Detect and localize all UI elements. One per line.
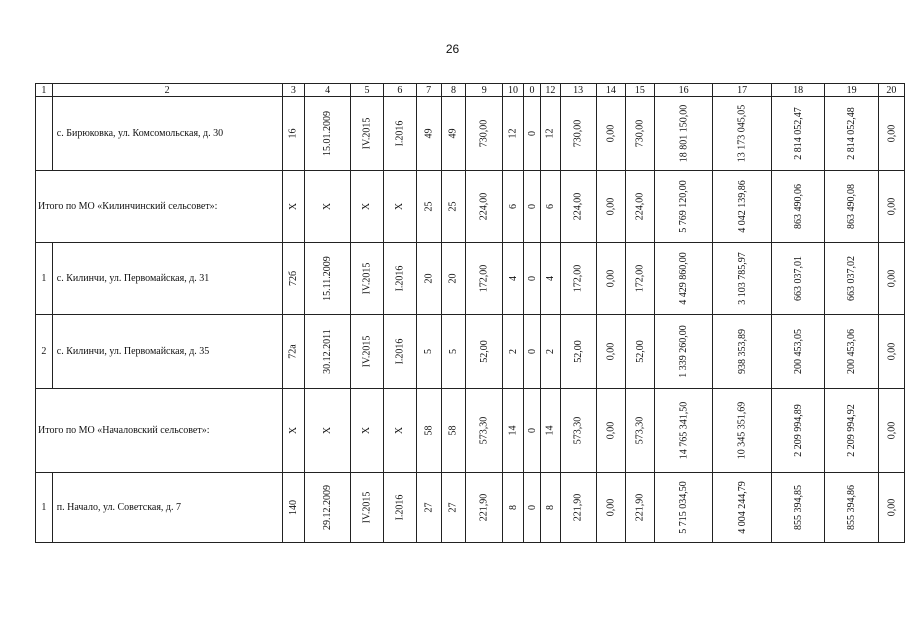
value-cell [383,97,416,171]
value-cell [654,315,713,389]
value-cell [560,315,596,389]
header-cell: 6 [383,84,416,97]
value-cell [541,171,561,243]
value-cell [654,171,713,243]
value-text: 863 490,06 [792,184,804,229]
value-cell [771,315,825,389]
total-label: Итого по МО «Началовский сельсовет»: [36,389,283,473]
value-text: I.2016 [394,338,406,365]
value-cell [654,243,713,315]
value-cell [825,97,879,171]
value-cell [305,389,351,473]
value-text: 200 453,05 [792,329,804,374]
value-text: 3 103 785,97 [736,252,748,305]
value-text: 4 004 244,79 [736,481,748,534]
total-row [36,389,905,473]
value-cell [626,389,655,473]
value-text: 49 [423,128,435,139]
value-text: 0,00 [885,421,897,440]
row-number [36,97,53,171]
value-cell [305,171,351,243]
value-text: 20 [447,273,459,284]
value-cell [878,243,904,315]
value-text: 172,00 [572,264,584,293]
value-text: 27 [423,502,435,513]
value-cell [466,243,503,315]
value-text: I.2016 [394,120,406,147]
value-text: 200 453,06 [846,329,858,374]
value-text: 49 [447,128,459,139]
value-text: 730,00 [572,119,584,148]
value-text: IV.2015 [361,117,373,150]
value-cell [541,389,561,473]
value-cell [523,473,540,543]
value-cell [466,97,503,171]
value-cell [282,97,305,171]
value-text: 52,00 [572,340,584,363]
value-cell [441,97,466,171]
value-cell [771,97,825,171]
value-cell [466,171,503,243]
value-cell [541,243,561,315]
value-text: 14 [544,425,556,436]
value-text: 15.01.2009 [322,111,334,156]
value-cell [503,473,524,543]
value-cell [466,389,503,473]
value-cell [351,473,384,543]
value-text: 573,30 [478,416,490,445]
value-cell [541,473,561,543]
header-cell: 20 [878,84,904,97]
value-cell [416,389,441,473]
value-text: 25 [447,201,459,212]
value-text: 663 037,02 [846,256,858,301]
value-text: I.2016 [394,494,406,521]
value-cell [416,97,441,171]
value-text: 20 [423,273,435,284]
value-text: 16 [287,128,299,139]
value-cell [441,389,466,473]
header-cell: 8 [441,84,466,97]
value-cell [523,315,540,389]
value-cell [596,243,625,315]
value-text: 4 042 139,86 [736,180,748,233]
value-cell [416,171,441,243]
row-number: 2 [36,315,53,389]
value-text: 2 [507,349,519,354]
value-cell [383,389,416,473]
value-cell [351,243,384,315]
value-text: 2 814 052,48 [846,107,858,160]
table-row [36,315,905,389]
header-cell: 9 [466,84,503,97]
header-cell: 10 [503,84,524,97]
value-cell [503,243,524,315]
value-text: 0,00 [605,342,617,361]
value-text: 0 [526,276,538,281]
value-text: 573,30 [572,416,584,445]
value-cell [771,171,825,243]
value-cell [351,171,384,243]
value-cell [596,315,625,389]
header-cell: 3 [282,84,305,97]
address-cell: с. Килинчи, ул. Первомайская, д. 31 [52,243,282,315]
value-cell [503,97,524,171]
value-cell [825,389,879,473]
total-row [36,171,905,243]
value-cell [596,171,625,243]
value-cell [713,473,772,543]
value-text: 30.12.2011 [322,329,334,374]
value-text: 12 [544,128,556,139]
value-cell [713,171,772,243]
value-cell [771,473,825,543]
value-text: X [361,426,373,435]
value-text: 0,00 [885,498,897,517]
table-row [36,243,905,315]
value-text: 4 429 860,00 [678,252,690,305]
value-text: 0,00 [605,124,617,143]
value-text: 2 [544,349,556,354]
value-cell [466,473,503,543]
value-text: 0,00 [605,498,617,517]
value-text: 0 [526,349,538,354]
value-cell [654,97,713,171]
value-text: 29.12.2009 [322,485,334,530]
value-text: 5 769 120,00 [678,180,690,233]
value-cell [523,243,540,315]
value-cell [626,243,655,315]
value-cell [383,243,416,315]
header-cell: 14 [596,84,625,97]
value-text: 0,00 [885,124,897,143]
value-text: 224,00 [478,192,490,221]
value-text: 5 [423,349,435,354]
value-text: 4 [507,276,519,281]
value-text: 140 [287,500,299,515]
row-number: 1 [36,473,53,543]
value-text: 0,00 [885,342,897,361]
value-text: 730,00 [478,119,490,148]
value-text: 0 [526,428,538,433]
value-cell [416,243,441,315]
value-cell [282,171,305,243]
value-cell [626,315,655,389]
value-cell [351,315,384,389]
value-cell [878,389,904,473]
value-cell [560,97,596,171]
value-text: 25 [423,201,435,212]
value-cell [878,171,904,243]
value-text: X [322,426,334,435]
value-cell [503,389,524,473]
value-text: 52,00 [478,340,490,363]
value-text: 18 801 150,00 [678,104,690,163]
value-text: X [287,202,299,211]
value-cell [523,97,540,171]
value-text: 0 [526,131,538,136]
header-cell: 5 [351,84,384,97]
value-cell [383,171,416,243]
value-cell [503,171,524,243]
value-text: 6 [507,204,519,209]
value-text: 58 [423,425,435,436]
value-cell [596,97,625,171]
value-text: 0,00 [885,197,897,216]
value-cell [441,171,466,243]
value-cell [713,243,772,315]
table-row [36,473,905,543]
header-cell: 1 [36,84,53,97]
value-text: IV.2015 [361,491,373,524]
value-cell [305,97,351,171]
value-text: 172,00 [478,264,490,293]
value-text: 4 [544,276,556,281]
value-cell [713,97,772,171]
header-cell: 13 [560,84,596,97]
value-text: 12 [507,128,519,139]
value-text: 663 037,01 [792,256,804,301]
value-text: 0,00 [605,269,617,288]
value-text: 27 [447,502,459,513]
value-text: IV.2015 [361,262,373,295]
value-text: 0,00 [885,269,897,288]
value-text: 52,00 [634,340,646,363]
value-text: 221,90 [478,493,490,522]
value-cell [626,97,655,171]
value-text: 2 209 994,89 [792,404,804,457]
total-label: Итого по МО «Килинчинский сельсовет»: [36,171,283,243]
value-text: 172,00 [634,264,646,293]
value-text: X [361,202,373,211]
page-number: 26 [445,42,460,56]
value-cell [416,473,441,543]
row-number: 1 [36,243,53,315]
value-text: 863 490,08 [846,184,858,229]
header-row [36,84,905,97]
value-cell [878,315,904,389]
value-text: 8 [544,505,556,510]
value-cell [466,315,503,389]
header-cell: 0 [523,84,540,97]
value-cell [416,315,441,389]
value-cell [560,243,596,315]
header-cell: 18 [771,84,825,97]
value-text: 224,00 [572,192,584,221]
value-text: 14 765 341,50 [678,401,690,460]
value-text: 5 [447,349,459,354]
value-cell [825,315,879,389]
value-text: 2 814 052,47 [792,107,804,160]
value-text: X [394,202,406,211]
value-text: X [287,426,299,435]
value-cell [771,243,825,315]
value-cell [351,389,384,473]
header-cell: 17 [713,84,772,97]
value-cell [503,315,524,389]
value-cell [825,473,879,543]
value-cell [523,171,540,243]
value-cell [825,171,879,243]
value-text: 13 173 045,05 [736,104,748,163]
value-text: 1 339 260,00 [678,325,690,378]
value-text: 224,00 [634,192,646,221]
value-cell [825,243,879,315]
address-cell: с. Бирюковка, ул. Комсомольская, д. 30 [52,97,282,171]
header-cell: 7 [416,84,441,97]
value-text: 0,00 [605,421,617,440]
value-cell [654,473,713,543]
value-text: 0,00 [605,197,617,216]
value-text: IV.2015 [361,335,373,368]
value-cell [441,315,466,389]
value-cell [596,473,625,543]
value-cell [878,97,904,171]
header-cell: 19 [825,84,879,97]
value-cell [541,97,561,171]
value-cell [282,243,305,315]
value-cell [351,97,384,171]
header-cell: 2 [52,84,282,97]
value-cell [441,473,466,543]
value-text: 8 [507,505,519,510]
value-cell [541,315,561,389]
header-cell: 4 [305,84,351,97]
value-cell [560,389,596,473]
table-row [36,97,905,171]
address-cell: п. Начало, ул. Советская, д. 7 [52,473,282,543]
value-text: 0 [526,505,538,510]
value-cell [771,389,825,473]
value-text: 221,90 [634,493,646,522]
value-text: 855 394,85 [792,485,804,530]
value-cell [596,389,625,473]
value-cell [441,243,466,315]
value-cell [383,473,416,543]
value-text: 221,90 [572,493,584,522]
value-text: 855 394,86 [846,485,858,530]
value-cell [560,473,596,543]
value-cell [654,389,713,473]
value-cell [878,473,904,543]
data-table [35,83,905,543]
address-cell: с. Килинчи, ул. Первомайская, д. 35 [52,315,282,389]
header-cell: 12 [541,84,561,97]
value-cell [305,473,351,543]
value-cell [626,473,655,543]
value-text: 14 [507,425,519,436]
value-text: 15.11.2009 [322,256,334,301]
value-text: 72б [287,270,299,287]
header-cell: 16 [654,84,713,97]
value-cell [713,315,772,389]
value-cell [282,315,305,389]
value-text: I.2016 [394,265,406,292]
value-text: 6 [544,204,556,209]
value-cell [305,243,351,315]
value-cell [560,171,596,243]
value-text: 72а [287,344,299,359]
value-cell [523,389,540,473]
value-cell [626,171,655,243]
value-text: 573,30 [634,416,646,445]
value-cell [282,389,305,473]
value-text: X [394,426,406,435]
value-text: 938 353,89 [736,329,748,374]
value-cell [282,473,305,543]
value-text: 58 [447,425,459,436]
value-text: 2 209 994,92 [846,404,858,457]
header-cell: 15 [626,84,655,97]
value-text: 730,00 [634,119,646,148]
value-cell [713,389,772,473]
value-cell [383,315,416,389]
value-text: 5 715 034,50 [678,481,690,534]
value-cell [305,315,351,389]
value-text: 0 [526,204,538,209]
value-text: X [322,202,334,211]
value-text: 10 345 351,69 [736,401,748,460]
